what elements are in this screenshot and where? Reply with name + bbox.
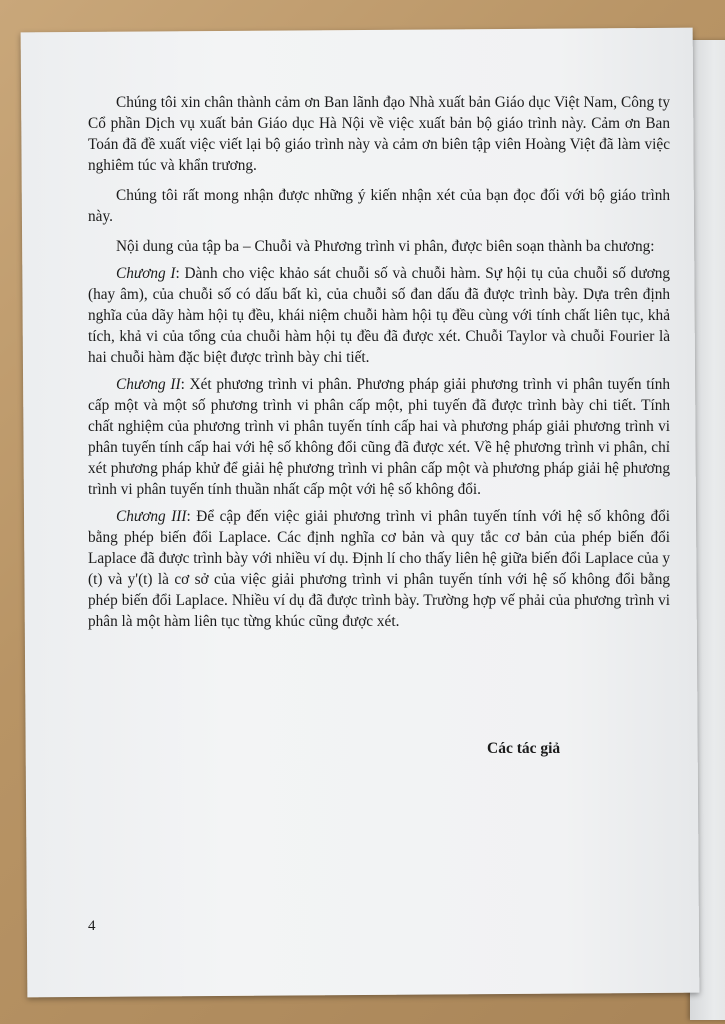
chapter-2-text: : Xét phương trình vi phân. Phương pháp giải phương trình vi phân tuyến tính cấp một và một số phương trình vi phân cấp một, phi tuyến đã được trình bày chi tiết. Tính chất nghiệm của phương trình vi phân tuyến tính cấp hai và phương pháp giải phương trình vi phân tuyến tính cấp hai với hệ số không đổi cũng đã được xét. Về hệ phương trình vi phân, chỉ xét phương pháp khử để giải hệ phương trình vi phân cấp một và phương pháp giải hệ phương trình vi phân tuyến tính thuần nhất cấp một với hệ số không đổi. — [88, 376, 670, 498]
chapter-1-text: : Dành cho việc khảo sát chuỗi số và chuỗi hàm. Sự hội tụ của chuỗi số dương (hay âm), của chuỗi số có dấu bất kì, của chuỗi số đan dấu đã được trình bày. Dựa trên định nghĩa của dãy hàm hội tụ đều, khái niệm chuỗi hàm hội tụ đều cùng với tính chất liên tục, khả tích, khả vi của tổng của chuỗi hàm hội tụ đều đã được xét. Chuỗi Taylor và chuỗi Fourier là hai chuỗi hàm đặc biệt được trình bày chi tiết. — [88, 265, 670, 366]
chapter-3-label: Chương III — [116, 508, 187, 525]
chapter-1-label: Chương I — [116, 265, 176, 282]
paragraph-chapter-1 — [88, 263, 670, 368]
paragraph-feedback: Chúng tôi rất mong nhận được những ý kiến nhận xét của bạn đọc đối với bộ giáo trình này. — [88, 187, 670, 225]
paragraph-chapter-2 — [88, 374, 670, 500]
page-number: 4 — [88, 918, 96, 934]
chapter-3-text: : Để cập đến việc giải phương trình vi phân tuyến tính với hệ số không đổi bằng phép biến đổi Laplace. Các định nghĩa cơ bản và quy tắc cơ bản của phép biến đổi Laplace đã được trình bày với nhiều ví dụ. Định lí cho thấy liên hệ giữa biến đổi Laplace của y (t) và y'(t) là cơ sở của việc giải phương trình vi phân tuyến tính với hệ số không đổi bằng phép biến đổi Laplace. Nhiều ví dụ đã được trình bày. Trường hợp vế phải của phương trình vi phân là một hàm liên tục từng khúc cũng được xét. — [88, 508, 670, 630]
page-body — [88, 92, 670, 638]
paragraph-chapter-3 — [88, 506, 670, 632]
authors-signature: Các tác giả — [487, 740, 561, 757]
paragraph-contents-intro: Nội dung của tập ba – Chuỗi và Phương trình vi phân, được biên soạn thành ba chương: — [116, 238, 655, 255]
paragraph-acknowledgements: Chúng tôi xin chân thành cảm ơn Ban lãnh đạo Nhà xuất bản Giáo dục Việt Nam, Công ty Cổ phần Dịch vụ xuất bản Giáo dục Hà Nội về việc xuất bản bộ giáo trình này. Cảm ơn Ban Toán đã đề xuất việc viết lại bộ giáo trình này và cảm ơn biên tập viên Hoàng Việt đã làm việc nghiêm túc và khẩn trương. — [88, 94, 670, 174]
chapter-2-label: Chương II — [116, 376, 181, 393]
